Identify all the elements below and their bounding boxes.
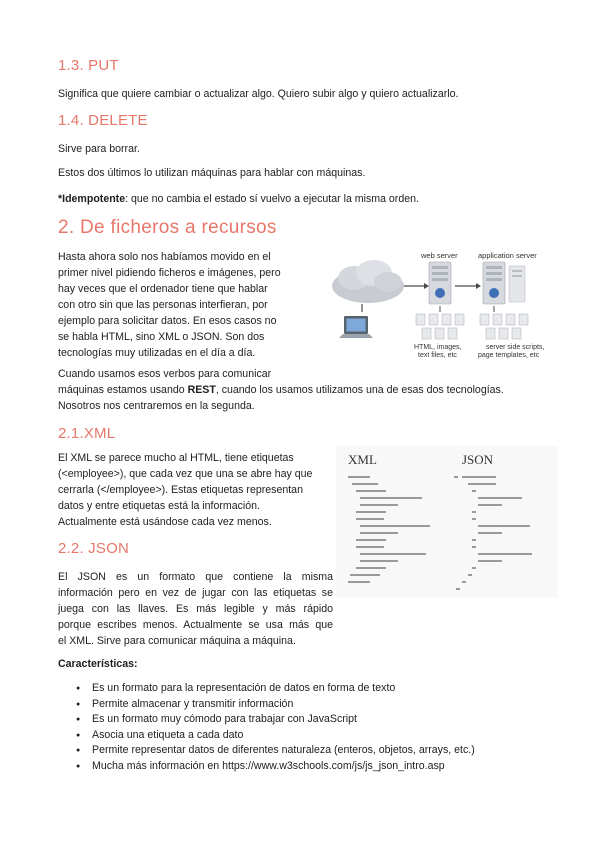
- caracteristicas-title: Características:: [58, 658, 138, 670]
- ficheros-line: con otro sin que las personas interfieran, por: [58, 299, 268, 311]
- static-files-label-1: HTML, images,: [414, 344, 462, 351]
- static-files-icons: [416, 314, 464, 339]
- xml-line: El XML se parece mucho al HTML, tiene etiquetas: [58, 452, 294, 464]
- ficheros-line: hay veces que el ordenador tiene que hablar: [58, 283, 268, 295]
- scripts-label-2: page templates, etc: [478, 352, 540, 359]
- scripts-files-icons: [480, 314, 528, 339]
- web-server-label: web server: [421, 251, 458, 260]
- list-item: ● Permite representar datos de diferentes naturaleza (enteros, objetos, arrays, etc.): [58, 743, 558, 759]
- xml-line: cerrarla (</employee>). Estas etiquetas representan: [58, 484, 303, 496]
- json-line: porque escribes menos. Actualmente se usa más que: [58, 619, 333, 631]
- rest-line: Nosotros nos centraremos en la segunda.: [58, 400, 255, 412]
- idempotente-term: *Idempotente: [58, 193, 126, 205]
- rest-line: máquinas estamos usando REST, cuando los usamos utilizamos una de esas dos tecnologías.: [58, 384, 504, 396]
- put-description: Significa que quiere cambiar o actualizar algo. Quiero subir algo y quiero actualizarlo.: [58, 88, 459, 100]
- app-server-label: application server: [478, 251, 537, 260]
- json-line: el XML. Sirve para comunicar máquina a máquina.: [58, 635, 296, 647]
- delete-description: Sirve para borrar.: [58, 143, 140, 155]
- heading-delete: 1.4. DELETE: [58, 112, 148, 129]
- ficheros-paragraph: [58, 249, 323, 361]
- ficheros-line: Hasta ahora solo nos habíamos movido en el: [58, 251, 271, 263]
- xml-line: datos y entre etiquetas está la información.: [58, 500, 260, 512]
- heading-put: 1.3. PUT: [58, 57, 119, 74]
- list-item: ● Es un formato muy cómodo para trabajar con JavaScript: [58, 712, 558, 728]
- heading-json: 2.2. JSON: [58, 540, 129, 557]
- heading-ficheros-recursos: 2. De ficheros a recursos: [58, 217, 277, 238]
- list-item: ● Es un formato para la representación de datos en forma de texto: [58, 681, 558, 697]
- json-line: juega con las llaves. Es más legible y más rápido: [58, 603, 333, 615]
- list-item: ● Permite almacenar y transmitir información: [58, 697, 558, 713]
- application-server-icon: [483, 262, 525, 304]
- json-line: información pero en vez de jugar con las etiquetas se: [58, 587, 333, 599]
- list-item: ● Mucha más información en https://www.w3schools.com/js/js_json_intro.asp: [58, 759, 558, 775]
- idempotente-definition: [58, 191, 419, 207]
- rest-term: REST: [187, 384, 216, 396]
- xml-figure-title: XML: [348, 452, 377, 467]
- scripts-label-1: server side scripts,: [486, 344, 545, 351]
- delete-note: Estos dos últimos lo utilizan máquinas para hablar con máquinas.: [58, 167, 366, 179]
- ficheros-line: primer nivel pidiendo ficheros e imágenes, pero: [58, 267, 281, 279]
- web-server-icon: [429, 262, 451, 304]
- json-figure-title: JSON: [462, 452, 494, 467]
- xml-line: (<employee>), que cada vez que una se abre hay que: [58, 468, 313, 480]
- xml-line: Actualmente está usándose cada vez menos.: [58, 516, 272, 528]
- web-architecture-diagram: [328, 248, 558, 364]
- idempotente-text: : que no cambia el estado sí vuelvo a ejecutar la misma orden.: [125, 193, 419, 205]
- internet-cloud-icon: [332, 260, 404, 303]
- list-item: ● Asocia una etiqueta a cada dato: [58, 728, 558, 744]
- json-paragraph: [58, 569, 333, 649]
- static-files-label-2: text files, etc: [418, 352, 457, 359]
- rest-line: Cuando usamos esos verbos para comunicar: [58, 368, 272, 380]
- ficheros-line: ejemplo para solicitar datos. En esos casos no: [58, 315, 277, 327]
- caracteristicas-list: [58, 681, 558, 775]
- laptop-icon: [339, 316, 373, 338]
- rest-paragraph: [58, 366, 558, 414]
- ficheros-line: se habla HTML, sino XML o JSON. Son dos: [58, 331, 265, 343]
- heading-xml: 2.1.XML: [58, 425, 116, 442]
- json-line: El JSON es un formato que contiene la misma: [58, 571, 333, 583]
- xml-paragraph: [58, 450, 328, 530]
- ficheros-line: tecnologías muy utilizadas en el día a día.: [58, 347, 256, 359]
- xml-json-comparison-figure: [336, 446, 558, 598]
